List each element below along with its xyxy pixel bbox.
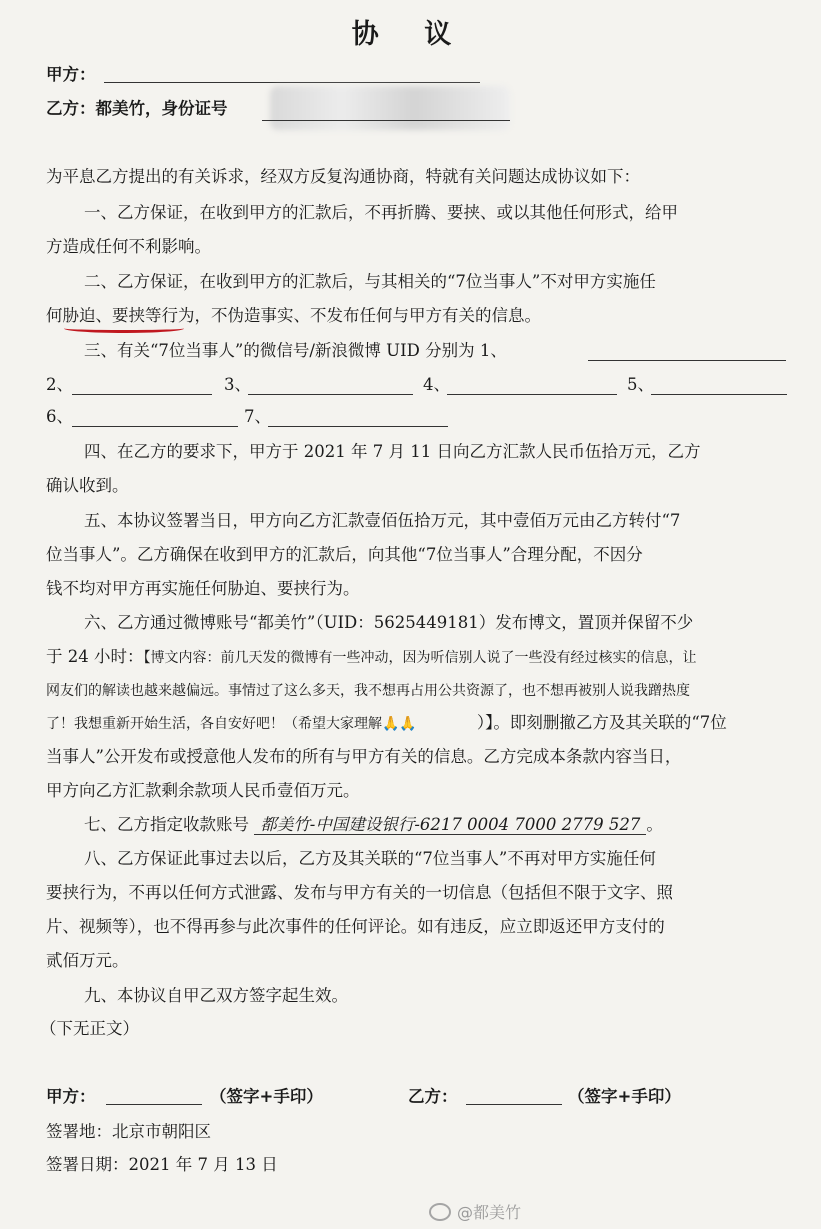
sign-party-a-label: 甲方： (46, 1087, 96, 1106)
clause-9: 九、本协议自甲乙双方签字起生效。 (84, 986, 348, 1005)
weibo-watermark (429, 1200, 521, 1223)
clause-1-line-1: 一、乙方保证，在收到甲方的汇款后，不再折腾、要挟、或以其他任何形式，给甲 (84, 203, 678, 222)
clause-8-line-1: 八、乙方保证此事过去以后，乙方及其关联的“7位当事人”不再对甲方实施任何 (84, 849, 656, 868)
clause-3-line-1: 三、有关“7位当事人”的微信号/新浪微博 UID 分别为 1、 (84, 341, 507, 360)
clause-6-line-5: 当事人”公开发布或授意他人发布的所有与甲方有关的信息。乙方完成本条款内容当日， (46, 747, 682, 766)
uid-slot-2: 2、 (46, 375, 73, 394)
clause-2-line-2: 何胁迫、要挟等行为，不伪造事实、不发布任何与甲方有关的信息。 (46, 306, 541, 325)
uid-5-underline (651, 394, 787, 395)
post-content-end: 了！我想重新开始生活，各自安好吧！（希望大家理解🙏🙏 (46, 716, 417, 732)
end-note: （下无正文） (40, 1019, 139, 1038)
redacted-id-number (270, 86, 510, 130)
clause-6-line-6: 甲方向乙方汇款剩余款项人民币壹佰万元。 (46, 781, 360, 800)
watermark-text: @都美竹 (456, 1203, 521, 1222)
uid-2-underline (72, 394, 212, 395)
uid-4-underline (447, 394, 617, 395)
uid-slot-6: 6、 (46, 407, 73, 426)
clause-8-line-2: 要挟行为，不再以任何方式泄露、发布与甲方有关的一切信息（包括但不限于文字、照 (46, 883, 673, 902)
uid-3-underline (248, 394, 413, 395)
uid-slot-4: 4、 (423, 375, 450, 394)
sign-party-a-underline (106, 1104, 202, 1105)
signing-date: 签署日期：2021 年 7 月 13 日 (46, 1155, 278, 1174)
clause-7-label: 七、乙方指定收款账号 (84, 815, 249, 834)
signing-place: 签署地：北京市朝阳区 (46, 1122, 211, 1141)
uid-1-underline (588, 360, 786, 361)
clause-6-line-2-lead: 于 24 小时： (46, 647, 144, 666)
uid-slot-3: 3、 (224, 375, 251, 394)
clause-7 (84, 814, 663, 836)
uid-slot-7: 7、 (244, 407, 271, 426)
clause-2-line-1: 二、乙方保证，在收到甲方的汇款后，与其相关的“7位当事人”不对甲方实施任 (84, 272, 656, 291)
clause-8-line-4: 贰佰万元。 (46, 951, 129, 970)
bank-account: 都美竹-中国建设银行-6217 0004 7000 2779 527 (254, 815, 646, 835)
party-b-line: 乙方：都美竹，身份证号 (46, 99, 228, 118)
party-a-label: 甲方： (46, 65, 96, 84)
clause-6-line-4 (46, 712, 727, 735)
red-underline-mark (64, 324, 184, 333)
clause-4-line-1: 四、在乙方的要求下，甲方于 2021 年 7 月 11 日向乙方汇款人民币伍拾万元，乙方 (84, 442, 701, 461)
clause-5-line-1: 五、本协议签署当日，甲方向乙方汇款壹佰伍拾万元，其中壹佰万元由乙方转付“7 (84, 511, 681, 530)
clause-6-line-2 (46, 646, 697, 669)
uid-7-underline (268, 426, 448, 427)
uid-6-underline (72, 426, 238, 427)
clause-5-line-2: 位当事人”。乙方确保在收到甲方的汇款后，向其他“7位当事人”合理分配，不因分 (46, 545, 643, 564)
party-b-id-underline (262, 120, 510, 121)
clause-4-line-2: 确认收到。 (46, 476, 129, 495)
intro-text: 为平息乙方提出的有关诉求，经双方反复沟通协商，特就有关问题达成协议如下： (46, 167, 640, 186)
clause-6-line-1: 六、乙方通过微博账号“都美竹”（UID：5625449181）发布博文，置顶并保留不少 (84, 613, 694, 632)
clause-5-line-3: 钱不均对甲方再实施任何胁迫、要挟行为。 (46, 579, 360, 598)
uid-slot-5: 5、 (627, 375, 654, 394)
clause-7-end: 。 (646, 815, 663, 834)
sign-party-b-underline (466, 1104, 562, 1105)
sign-party-a-note: （签字+手印） (210, 1087, 323, 1106)
post-content-start: 【博文内容：前几天发的微博有一些冲动，因为听信别人说了一些没有经过核实的信息，让 (143, 650, 697, 666)
sign-party-b-note: （签字+手印） (568, 1087, 681, 1106)
document-title: 协 议 (351, 19, 470, 50)
post-content-line-2: 网友们的解读也越来越偏远。事情过了这么多天，我不想再占用公共资源了，也不想再被别人说我蹭热度 (46, 683, 690, 699)
weibo-icon (429, 1203, 451, 1221)
party-a-underline (104, 82, 480, 83)
clause-8-line-3: 片、视频等），也不得再参与此次事件的任何评论。如有违反，应立即返还甲方支付的 (46, 917, 665, 936)
clause-6-line-4-rest: ）】。即刻删撤乙方及其关联的“7位 (476, 713, 727, 732)
sign-party-b-label: 乙方： (408, 1087, 458, 1106)
clause-1-line-2: 方造成任何不利影响。 (46, 237, 211, 256)
